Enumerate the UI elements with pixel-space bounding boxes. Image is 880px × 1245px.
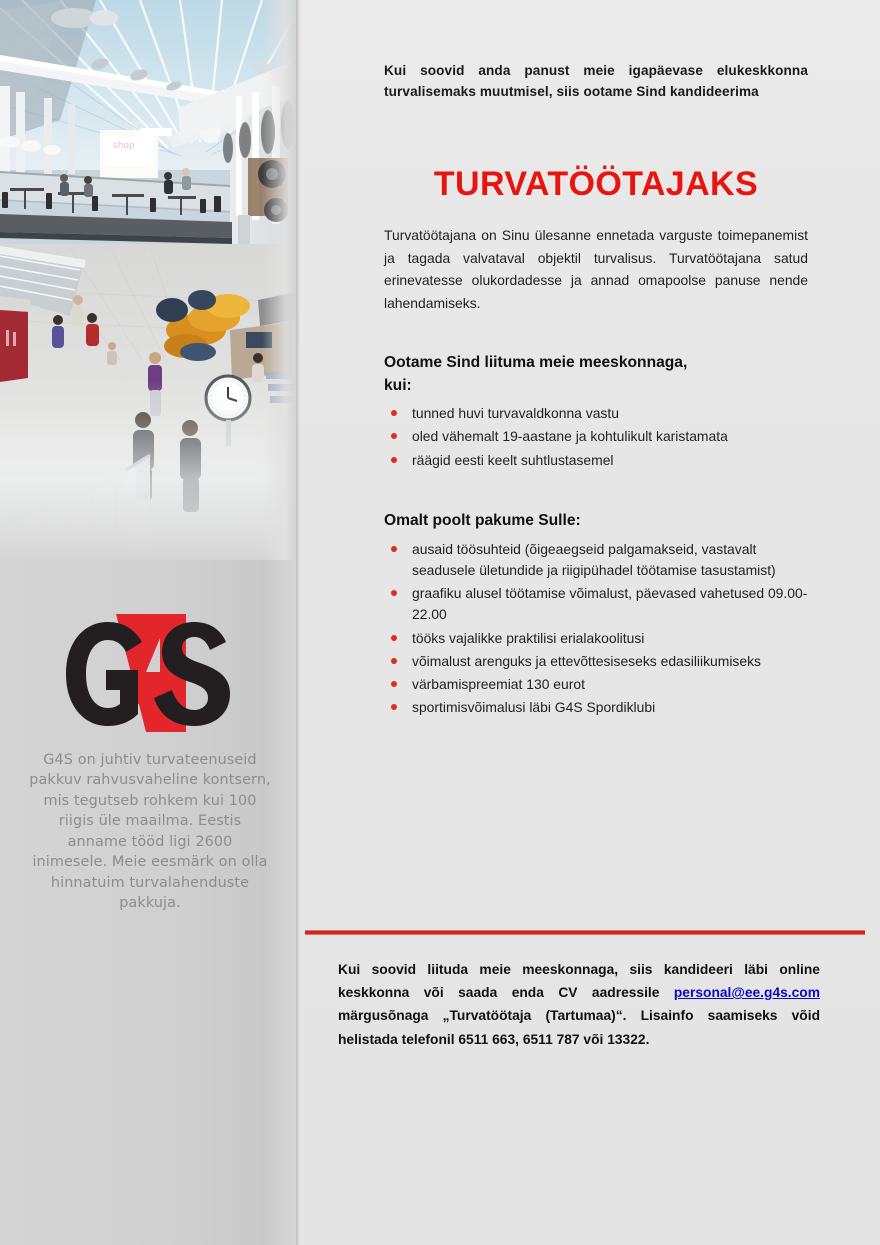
- footer-text-after: märgusõnaga „Turvatöötaja (Tartumaa)“. Lisainfo saamiseks võid helistada telefonil 6511 663, 6511 787 või 13322.: [338, 1008, 820, 1047]
- list-item: [384, 583, 808, 626]
- sidebar: [0, 0, 300, 1245]
- list-item: [384, 539, 808, 582]
- requirements-section: [384, 352, 808, 473]
- logo-container: [0, 612, 300, 741]
- list-item-text: räägid eesti keelt suhtlustasemel: [412, 451, 614, 468]
- list-item: [384, 697, 808, 718]
- list-item-text: sportimisvõimalusi läbi G4S Spordiklubi: [412, 699, 656, 716]
- page-title: TURVATÖÖTAJAKS: [433, 164, 759, 203]
- list-item-text: tööks vajalikke praktilisi erialakoolitusi: [412, 629, 645, 646]
- bullet-dot-icon: [391, 410, 397, 416]
- bullet-dot-icon: [391, 635, 397, 641]
- footer-text-before: Kui soovid liituda meie meeskonnaga, siis kandideeri läbi online keskkonna või saada enda CV aadressile: [338, 962, 820, 1001]
- bullet-dot-icon: [391, 457, 397, 463]
- svg-text:shop: shop: [113, 141, 135, 151]
- list-item: [384, 450, 808, 471]
- list-item: [384, 628, 808, 649]
- bullet-dot-icon: [391, 704, 397, 710]
- offer-section: [384, 510, 808, 721]
- list-item: [384, 674, 808, 695]
- list-item-text: graafiku alusel töötamise võimalust, päevased vahetused 09.00-22.00: [412, 585, 808, 623]
- email-link[interactable]: personal@ee.g4s.com: [673, 985, 820, 1001]
- bullet-dot-icon: [391, 433, 397, 439]
- list-item-text: ausaid töösuhteid (õigeaegseid palgamakseid, vastavalt seadusele ületundide ja riigipühadel töötamise tasustamist): [412, 540, 776, 578]
- offer-heading: Omalt poolt pakume Sulle:: [384, 512, 581, 529]
- g4s-logo: [50, 612, 250, 736]
- job-description: Turvatöötajana on Sinu ülesanne ennetada varguste toimepanemist ja tagada valvataval objektil turvalisus. Turvatöötajana satud erinevatesse olukordadesse ja annad omapoolse panuse nende lahendamiseks.: [384, 227, 808, 311]
- mall-interior-photo: [0, 0, 296, 560]
- footer-divider: [305, 930, 865, 935]
- company-description: G4S on juhtiv turvateenuseid pakkuv rahvusvaheline kontsern, mis tegutseb rohkem kui 100 riigis üle maailma. Eestis anname tööd ligi 2600 inimesele. Meie eesmärk on olla hinnatuim turvalahenduste pakkuja.: [29, 752, 271, 912]
- requirements-list: [384, 403, 808, 471]
- bullet-dot-icon: [391, 658, 397, 664]
- contact-footer: [338, 958, 820, 1051]
- requirements-heading: Ootame Sind liituma meie meeskonnaga, kui:: [384, 354, 688, 394]
- bullet-dot-icon: [391, 681, 397, 687]
- list-item-text: värbamispreemiat 130 eurot: [412, 676, 585, 693]
- lead-paragraph: Kui soovid anda panust meie igapäevase elukeskkonna turvalisemaks muutmisel, siis ootame Sind kandideerima: [384, 63, 808, 100]
- list-item-text: oled vähemalt 19-aastane ja kohtulikult karistamata: [412, 428, 728, 445]
- main-content: [300, 0, 880, 1245]
- list-item-text: tunned huvi turvavaldkonna vastu: [412, 405, 619, 422]
- list-item-text: võimalust arenguks ja ettevõttesiseseks edasiliikumiseks: [412, 652, 761, 669]
- bullet-dot-icon: [391, 590, 397, 596]
- list-item: [384, 403, 808, 424]
- bullet-dot-icon: [391, 546, 397, 552]
- offer-list: [384, 539, 808, 719]
- list-item: [384, 426, 808, 447]
- list-item: [384, 651, 808, 672]
